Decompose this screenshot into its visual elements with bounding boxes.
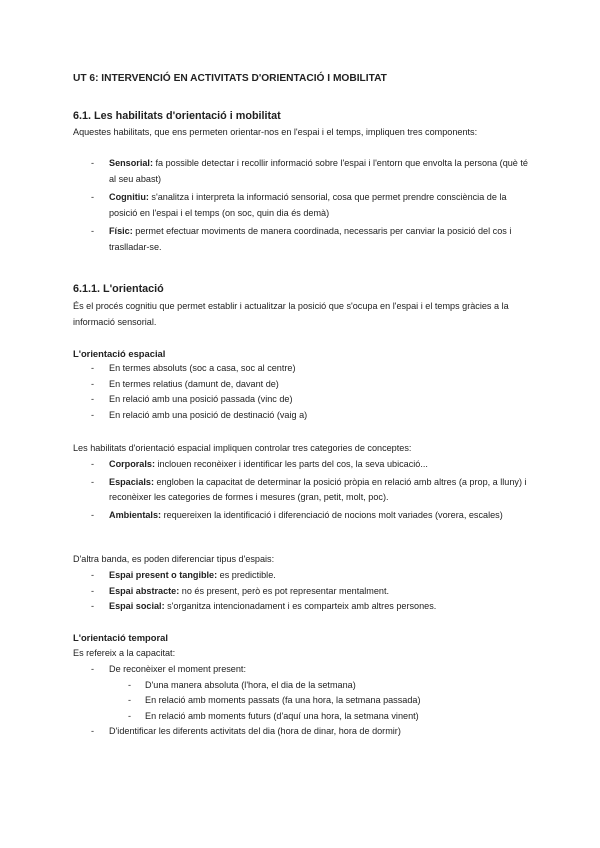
list-item: - En relació amb moments passats (fa una hora, la setmana passada) — [73, 693, 533, 709]
space-text: s'organitza intencionadament i es comparteix amb altres persones. — [164, 601, 437, 612]
list-item: - D'identificar les diferents activitats del dia (hora de dinar, hora de dormir) — [73, 724, 533, 740]
temporal-list — [73, 662, 533, 740]
list-item — [73, 662, 533, 724]
list-item: - D'una manera absoluta (l'hora, el dia de la setmana) — [73, 678, 533, 694]
concept-text: engloben la capacitat de determinar la posició pròpia en relació amb altres (a prop, a lluny) i reconèixer les categories de formes i mesures (gran, petit, molt, poc). — [109, 476, 527, 503]
components-list — [73, 156, 533, 256]
document-title: UT 6: INTERVENCIÓ EN ACTIVITATS D'ORIENTACIÓ I MOBILITAT — [73, 73, 387, 84]
list-item — [73, 508, 533, 524]
component-text: fa possible detectar i recollir informació sobre l'espai i l'entorn que envolta la persona (què té al seu abast) — [109, 158, 528, 184]
temporal-sublist — [73, 678, 533, 725]
space-term: Espai present o tangible: — [109, 570, 218, 580]
list-item — [73, 568, 533, 584]
spatial-orientation-list — [73, 361, 533, 423]
section-6-1-1-intro: És el procés cognitiu que permet establir i actualitzar la posició que s'ocupa en l'espai i el temps gràcies a la informació sensorial. — [73, 301, 509, 327]
concept-term: Espacials: — [109, 476, 154, 487]
component-term: Físic: — [109, 226, 133, 237]
concept-term: Ambientals: — [109, 509, 162, 520]
list-item: - En termes absoluts (soc a casa, soc al centre) — [73, 361, 533, 377]
component-term: Sensorial: — [109, 158, 153, 168]
component-text: s'analitza i interpreta la informació sensorial, cosa que permet prendre consciència de la posició en l'espai i el temps (on soc, quin dia és demà) — [109, 192, 507, 218]
section-6-1-intro: Aquestes habilitats, que ens permeten orientar-nos en l'espai i el temps, impliquen tres components: — [73, 127, 478, 137]
list-item — [73, 584, 533, 600]
list-item: - En relació amb moments futurs (d'aquí una hora, la setmana vinent) — [73, 709, 533, 725]
concept-term: Corporals: — [109, 459, 155, 469]
concept-text: inclouen reconèixer i identificar les parts del cos, la seva ubicació... — [154, 459, 428, 469]
list-item: - En relació amb una posició passada (vinc de) — [73, 392, 533, 408]
list-item — [73, 224, 533, 255]
list-item — [73, 457, 533, 473]
section-6-1-1-heading: 6.1.1. L'orientació — [73, 283, 164, 295]
list-item — [73, 599, 533, 615]
temporal-item-present: De reconèixer el moment present: — [109, 664, 246, 674]
component-term: Cognitiu: — [109, 192, 149, 203]
spatial-orientation-heading: L'orientació espacial — [73, 348, 166, 359]
list-item — [73, 156, 533, 187]
space-text: es predictible. — [217, 570, 276, 580]
section-6-1-heading: 6.1. Les habilitats d'orientació i mobilitat — [73, 110, 281, 122]
spaces-intro: D'altra banda, es poden diferenciar tipus d'espais: — [73, 554, 275, 564]
space-term: Espai social: — [109, 601, 165, 612]
list-item — [73, 190, 533, 221]
list-item: - En termes relatius (damunt de, davant de) — [73, 377, 533, 393]
temporal-orientation-heading: L'orientació temporal — [73, 632, 168, 643]
temporal-intro: Es refereix a la capacitat: — [73, 648, 176, 658]
concepts-list — [73, 457, 533, 523]
concept-text: requereixen la identificació i diferenciació de nocions molt variades (vorera, escales) — [161, 509, 503, 520]
spaces-list — [73, 568, 533, 615]
component-text: permet efectuar moviments de manera coordinada, necessaris per canviar la posició del cos i traslladar-se. — [109, 226, 512, 252]
space-term: Espai abstracte: — [109, 585, 180, 596]
concepts-intro: Les habilitats d'orientació espacial impliquen controlar tres categories de conceptes: — [73, 443, 412, 453]
list-item — [73, 475, 533, 506]
list-item: - En relació amb una posició de destinació (vaig a) — [73, 408, 533, 424]
space-text: no és present, però es pot representar mentalment. — [179, 585, 390, 596]
